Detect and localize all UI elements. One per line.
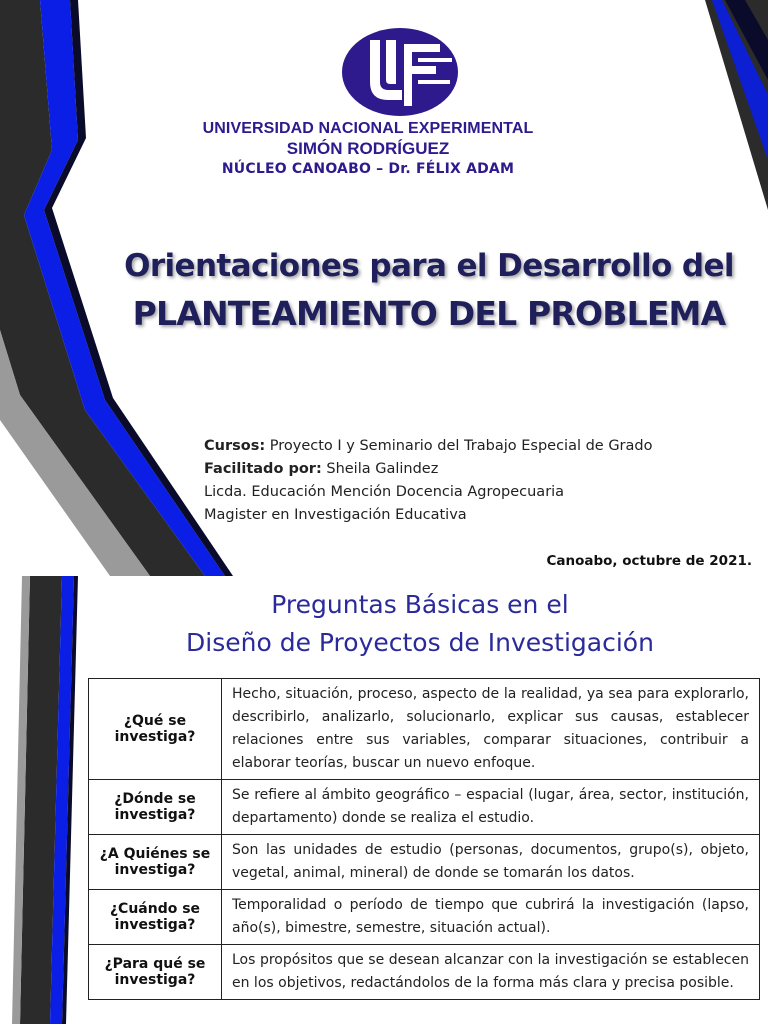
university-name: UNIVERSIDAD NACIONAL EXPERIMENTAL xyxy=(202,120,534,137)
section-title-line2: Diseño de Proyectos de Investigación xyxy=(186,628,654,657)
questions-slide xyxy=(0,576,768,1024)
masters-line: Magister en Investigación Educativa xyxy=(204,507,467,523)
degree-line: Licda. Educación Mención Docencia Agropecuaria xyxy=(204,484,565,500)
table-row xyxy=(89,835,760,890)
question-cell: ¿A Quiénes se investiga? xyxy=(89,835,222,890)
facilitator-line xyxy=(204,461,438,477)
answer-cell: Los propósitos que se desean alcanzar con la investigación se establecen en los objetivos, redactándolos de la forma más clara y precisa posible. xyxy=(222,945,760,1000)
courses-value: Proyecto I y Seminario del Trabajo Especial de Grado xyxy=(265,438,653,454)
answer-cell: Son las unidades de estudio (personas, documentos, grupo(s), objeto, vegetal, animal, mineral) de donde se tomarán los datos. xyxy=(222,835,760,890)
section-title-line1: Preguntas Básicas en el xyxy=(271,590,569,619)
facilitator-value: Sheila Galindez xyxy=(321,461,439,477)
table-row xyxy=(89,890,760,945)
slide-title-line2: PLANTEAMIENTO DEL PROBLEMA xyxy=(132,294,726,333)
university-logo xyxy=(340,26,460,118)
table-row xyxy=(89,945,760,1000)
question-cell: ¿Cuándo se investiga? xyxy=(89,890,222,945)
date-line: Canoabo, octubre de 2021. xyxy=(546,553,752,569)
facilitator-label: Facilitado por: xyxy=(204,461,322,477)
table-row xyxy=(89,679,760,780)
question-cell: ¿Para qué se investiga? xyxy=(89,945,222,1000)
university-name-line2: SIMÓN RODRÍGUEZ xyxy=(286,139,450,158)
question-cell: ¿Dónde se investiga? xyxy=(89,780,222,835)
questions-table xyxy=(88,678,760,1000)
answer-cell: Hecho, situación, proceso, aspecto de la realidad, ya sea para explorarlo, describirlo, analizarlo, solucionarlo, explicar sus causas, establecer relaciones entre sus variables, comparar situaciones, contribuir a elaborar teorías, buscar un nuevo enfoque. xyxy=(222,679,760,780)
table-row xyxy=(89,780,760,835)
question-cell: ¿Qué se investiga? xyxy=(89,679,222,780)
slide-title-line1: Orientaciones para el Desarrollo del xyxy=(124,248,734,284)
answer-cell: Temporalidad o período de tiempo que cubrirá la investigación (lapso, año(s), bimestre, semestre, situación actual). xyxy=(222,890,760,945)
courses-line xyxy=(204,438,653,454)
answer-cell: Se refiere al ámbito geográfico – espacial (lugar, área, sector, institución, departamento) donde se realiza el estudio. xyxy=(222,780,760,835)
university-campus: NÚCLEO CANOABO – Dr. FÉLIX ADAM xyxy=(221,161,515,177)
courses-label: Cursos: xyxy=(204,438,266,454)
